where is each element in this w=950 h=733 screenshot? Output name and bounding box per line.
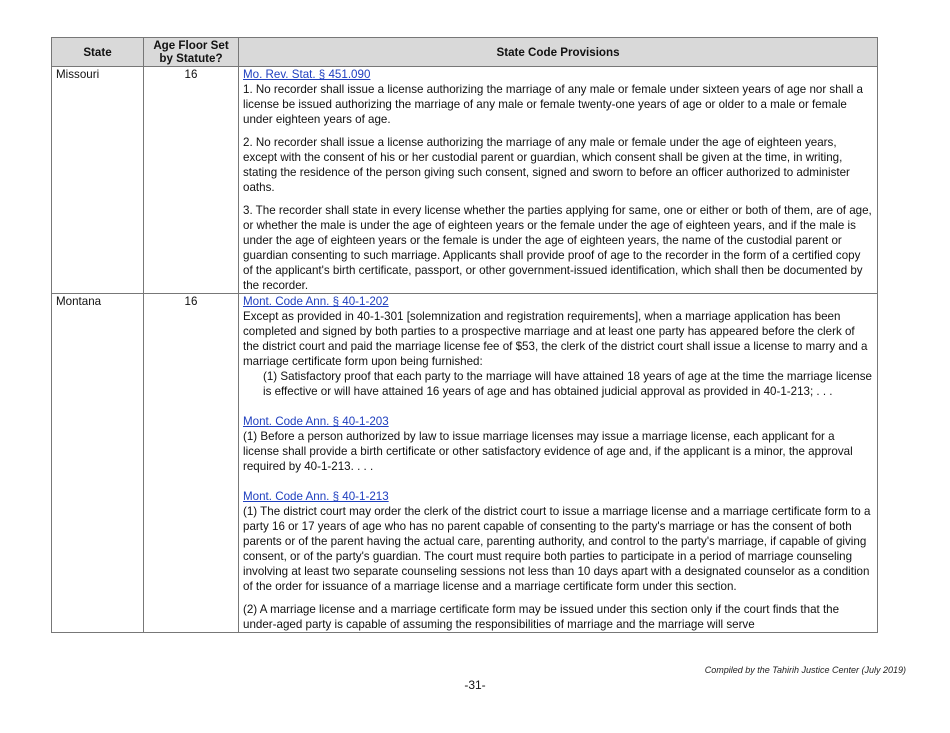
provision-block [243, 414, 873, 474]
table-header-row [52, 38, 878, 67]
provision-paragraph: 2. No recorder shall issue a license authorizing the marriage of any male or female under the age of eighteen years, except with the consent of his or her custodial parent or guardian, which consent shall be given at the time, in writing, stating the residence of the person giving such consent, signed and sworn to before an officer authorized to administer oaths. [243, 136, 850, 194]
provision-paragraph: (1) The district court may order the clerk of the district court to issue a marriage license and a marriage certificate form to a party 16 or 17 years of age who has no parent capable of consenting to the party's marriage or has the consent of both parents or of the parent having the actual care, parenting authority, and control to the party's marriage, if capable of giving consent, or of the party's guardian. The court must require both parties to participate in a period of marriage counseling involving at least two separate counseling sessions not less than 10 days apart with a designated counselor as a condition of the order for issuance of a marriage license and a marriage certificate form under this section. [243, 505, 871, 593]
statutes-table [51, 37, 878, 633]
provision-block [243, 489, 873, 632]
statute-link-mt-40-1-202[interactable]: Mont. Code Ann. § 40-1-202 [243, 295, 389, 308]
provision-paragraph: 1. No recorder shall issue a license authorizing the marriage of any male or female under sixteen years of age nor shall a license be issued authorizing the marriage of any male or female twenty-one years of age or older to a male or female under eighteen years of age. [243, 83, 863, 126]
age-floor-cell: 16 [144, 294, 239, 633]
provision-paragraph: 3. The recorder shall state in every license whether the parties applying for same, one or either or both of them, are of age, or whether the male is under the age of eighteen years or the female under the age of eighteen years, and if the male is under the age of eighteen years or the female is under the age of eighteen years, the name of the custodial parent or guardian consenting to such marriage. Applicants shall provide proof of age to the recorder in the form of a certified copy of the applicant's birth certificate, passport, or other government-issued identification, which shall then be documented by the recorder. [243, 204, 872, 292]
table-row-missouri [52, 67, 878, 294]
age-floor-cell: 16 [144, 67, 239, 294]
provision-paragraph: (1) Before a person authorized by law to issue marriage licenses may issue a marriage license, each applicant for a license shall provide a birth certificate or other satisfactory evidence of age and, if the applicant is a minor, the approval required by 40-1-213. . . . [243, 430, 853, 473]
statute-link-mt-40-1-213[interactable]: Mont. Code Ann. § 40-1-213 [243, 490, 389, 503]
state-cell: Missouri [52, 67, 144, 294]
header-age-floor: Age Floor Set by Statute? [144, 38, 239, 67]
compiled-by-credit: Compiled by the Tahirih Justice Center (July 2019) [704, 665, 906, 675]
statute-link-mt-40-1-203[interactable]: Mont. Code Ann. § 40-1-203 [243, 415, 389, 428]
state-cell: Montana [52, 294, 144, 633]
header-provisions: State Code Provisions [239, 38, 878, 67]
table-row-montana [52, 294, 878, 633]
header-state: State [52, 38, 144, 67]
provisions-cell [239, 294, 878, 633]
provision-indented-paragraph: (1) Satisfactory proof that each party to the marriage will have attained 18 years of age at the time the marriage license is effective or will have attained 16 years of age and has obtained judicial approval as provided in 40-1-213; . . . [263, 370, 872, 398]
statute-link-mo-451-090[interactable]: Mo. Rev. Stat. § 451.090 [243, 68, 371, 81]
page-number: -31- [464, 678, 486, 692]
provision-paragraph: (2) A marriage license and a marriage certificate form may be issued under this section only if the court finds that the under-aged party is capable of assuming the responsibilities of marriage and the marriage will serve [243, 603, 840, 631]
provisions-cell [239, 67, 878, 294]
provision-paragraph: Except as provided in 40-1-301 [solemnization and registration requirements], when a marriage application has been completed and signed by both parties to a prospective marriage and at least one party has appeared before the clerk of the district court and paid the marriage license fee of $53, the clerk of the district court shall issue a license to marry and a marriage certificate form upon being furnished: [243, 310, 868, 368]
